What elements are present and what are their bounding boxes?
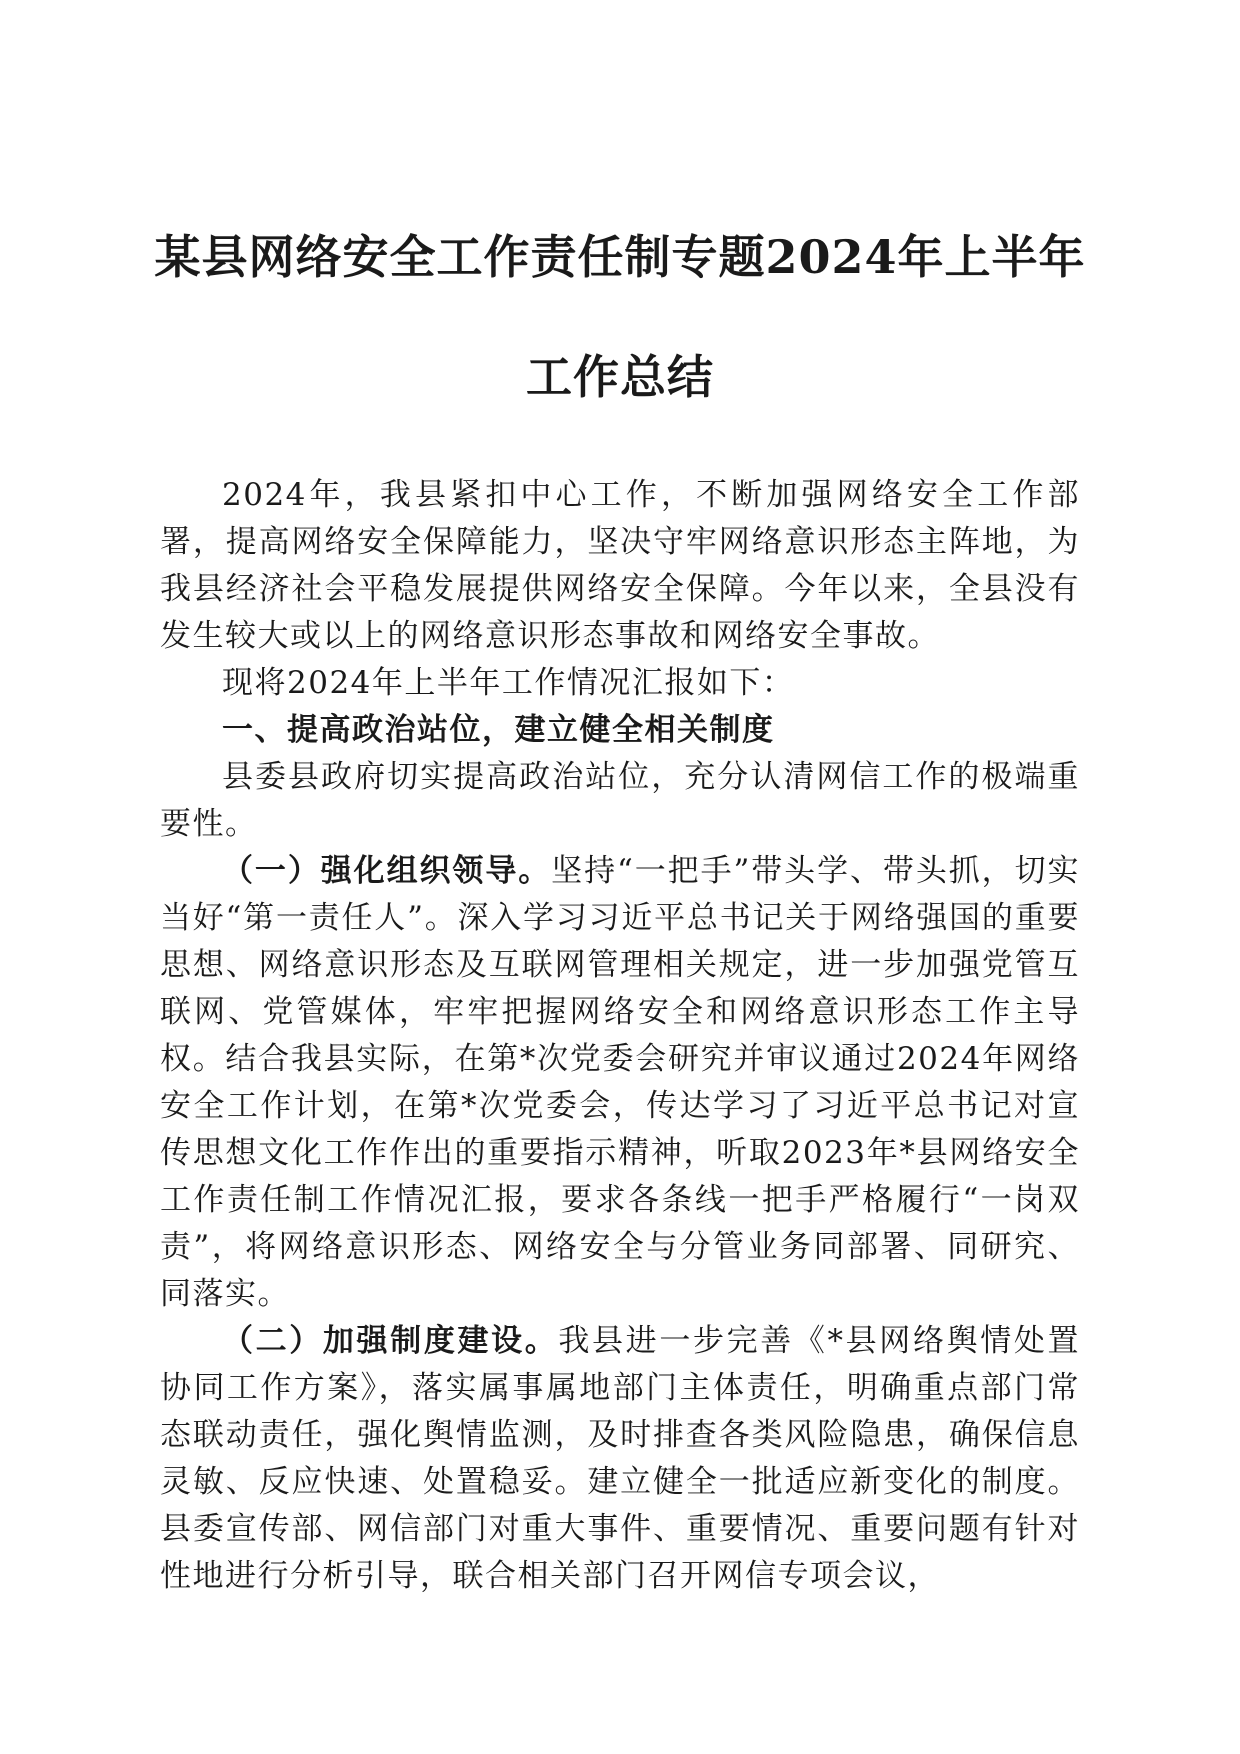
section-1-item-2 bbox=[160, 1318, 1080, 1600]
report-line: 现将2024年上半年工作情况汇报如下： bbox=[222, 665, 795, 701]
item-1-text: 坚持“一把手”带头学、带头抓，切实当好“第一责任人”。深入学习习近平总书记关于网络强国的重要思想、网络意识形态及互联网管理相关规定，进一步加强党管互联网、党管媒体，牢牢把握网络安全和网络意识形态工作主导权。结合我县实际，在第*次党委会研究并审议通过2024年网络安全工作计划，在第*次党委会，传达学习了习近平总书记对宣传思想文化工作作出的重要指示精神，听取2023年*县网络安全工作责任制工作情况汇报，要求各条线一把手严格履行“一岗双责”，将网络意识形态、网络安全与分管业务同部署、同研究、同落实。 bbox=[160, 853, 1080, 1312]
item-1-label: （一）强化组织领导。 bbox=[222, 853, 552, 889]
document-title-line-1: 某县网络安全工作责任制专题2024年上半年 bbox=[154, 230, 1086, 284]
section-1-lead: 县委县政府切实提高政治站位，充分认清网信工作的极端重要性。 bbox=[160, 759, 1080, 842]
document-body bbox=[160, 472, 1080, 1600]
section-1-item-1 bbox=[160, 848, 1080, 1318]
item-2-label: （二）加强制度建设。 bbox=[222, 1323, 559, 1359]
section-1-heading: 一、提高政治站位，建立健全相关制度 bbox=[222, 712, 775, 748]
document-title-line-2: 工作总结 bbox=[526, 350, 714, 404]
intro-paragraph: 2024年，我县紧扣中心工作，不断加强网络安全工作部署，提高网络安全保障能力，坚决守牢网络意识形态主阵地，为我县经济社会平稳发展提供网络安全保障。今年以来，全县没有发生较大或以上的网络意识形态事故和网络安全事故。 bbox=[160, 477, 1080, 654]
item-2-text: 我县进一步完善《*县网络舆情处置协同工作方案》，落实属事属地部门主体责任，明确重点部门常态联动责任，强化舆情监测，及时排查各类风险隐患，确保信息灵敏、反应快速、处置稳妥。建立健全一批适应新变化的制度。县委宣传部、网信部门对重大事件、重要情况、重要问题有针对性地进行分析引导，联合相关部门召开网信专项会议， bbox=[160, 1323, 1081, 1594]
